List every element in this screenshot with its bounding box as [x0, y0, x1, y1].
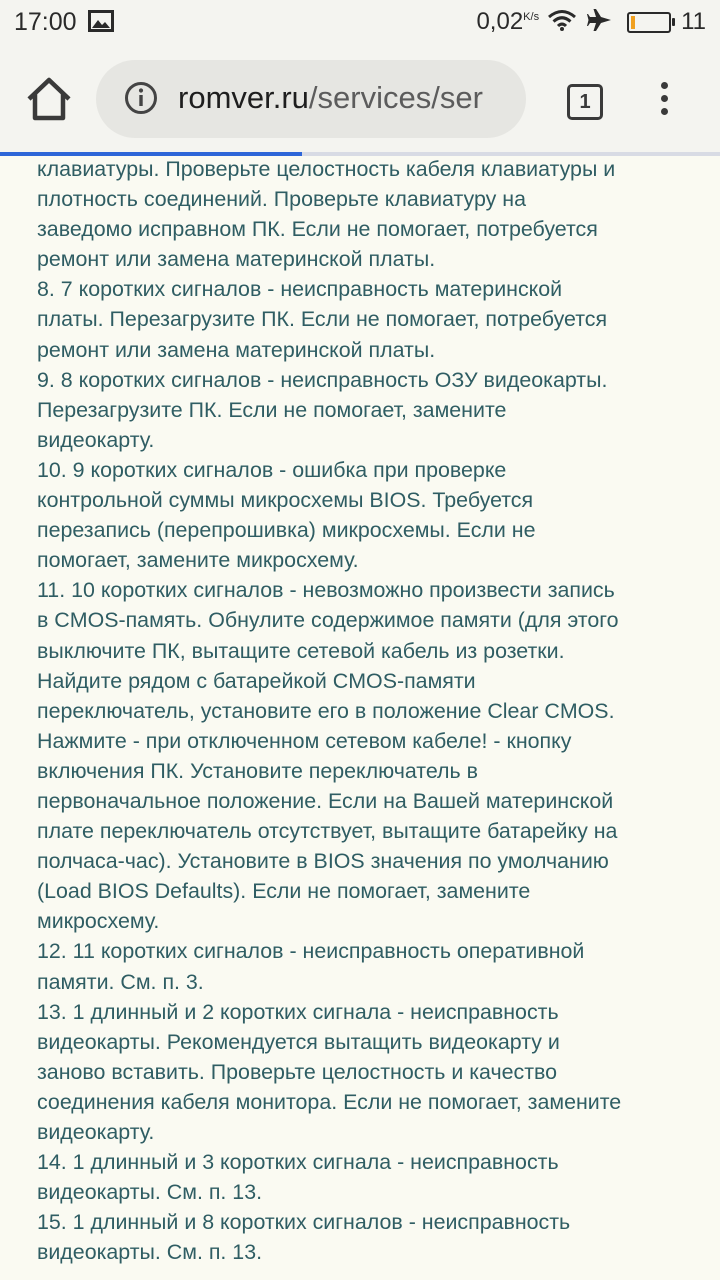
battery-level — [631, 16, 635, 29]
article-line: 13. 1 длинный и 2 коротких сигнала - неисправность — [37, 999, 559, 1024]
article-line: 9. 8 коротких сигналов - неисправность ОЗУ видеокарты. — [37, 367, 608, 392]
article-line: контрольной суммы микросхемы BIOS. Требуется — [37, 488, 534, 513]
image-icon — [88, 10, 114, 37]
more-menu-icon[interactable] — [652, 82, 676, 122]
article-text — [37, 154, 707, 1267]
article-line: помогает, замените микросхему. — [37, 548, 359, 573]
article-line: видеокарты. Рекомендуется вытащить видеокарту и — [37, 1029, 560, 1054]
article-line: включения ПК. Установите переключатель в — [37, 758, 478, 783]
article-line: плотность соединений. Проверьте клавиатуру на — [37, 187, 526, 212]
article-line: заведомо исправном ПК. Если не помогает, потребуется — [37, 217, 598, 242]
article-line: плате переключатель отсутствует, вытащите батарейку на — [37, 819, 618, 844]
url-domain: romver.ru — [178, 80, 309, 115]
status-bar — [0, 0, 720, 44]
url-path: /services/ser — [308, 80, 483, 115]
article-line: микросхему. — [37, 909, 160, 934]
article-line: ремонт или замена материнской платы. — [37, 337, 436, 362]
article-line: 14. 1 длинный и 3 коротких сигнала - неисправность — [37, 1150, 559, 1175]
article-line: Нажмите - при отключенном сетевом кабеле! - кнопку — [37, 728, 572, 753]
article-line: в CMOS-память. Обнулите содержимое памяти (для этого — [37, 608, 619, 633]
article-line: платы. Перезагрузите ПК. Если не помогает, потребуется — [37, 307, 608, 332]
article-line: заново вставить. Проверьте целостность и качество — [37, 1059, 558, 1084]
wifi-icon — [547, 9, 577, 36]
battery-icon — [627, 12, 671, 33]
article-line: соединения кабеля монитора. Если не помогает, замените — [37, 1089, 622, 1114]
article-line: видеокарты. См. п. 13. — [37, 1180, 263, 1205]
article-line: памяти. См. п. 3. — [37, 969, 204, 994]
home-button[interactable] — [24, 74, 74, 124]
airplane-icon — [587, 8, 613, 37]
article-line: 15. 1 длинный и 8 коротких сигналов - неисправность — [37, 1210, 571, 1235]
article-line: видеокарту. — [37, 427, 155, 452]
tabs-icon[interactable] — [567, 84, 603, 120]
home-icon — [24, 111, 74, 128]
article-line: выключите ПК, вытащите сетевой кабель из розетки. — [37, 638, 565, 663]
status-indicators — [476, 6, 706, 38]
article-line: полчаса-час). Установите в BIOS значения по умолчанию — [37, 849, 609, 874]
article-line: перезапись (перепрошивка) микросхемы. Если не — [37, 518, 536, 543]
article-line: клавиатуры. Проверьте целостность кабеля клавиатуры и — [37, 157, 616, 181]
article-line: 12. 11 коротких сигналов - неисправность оперативной — [37, 939, 585, 964]
browser-toolbar — [0, 44, 720, 152]
article-line: Перезагрузите ПК. Если не помогает, замените — [37, 397, 507, 422]
info-icon[interactable] — [124, 81, 158, 120]
article-line: 8. 7 коротких сигналов - неисправность материнской — [37, 277, 563, 302]
article-line: видеокарты. См. п. 13. — [37, 1240, 263, 1265]
article-line: 11. 10 коротких сигналов - невозможно произвести запись — [37, 578, 615, 603]
url-bar[interactable] — [96, 60, 526, 138]
article-line: ремонт или замена материнской платы. — [37, 247, 436, 272]
battery-percent: 11 — [681, 8, 706, 35]
url-text — [178, 80, 518, 116]
tab-count: 1 — [579, 91, 591, 113]
clock: 17:00 — [14, 8, 77, 36]
article-line: (Load BIOS Defaults). Если не помогает, замените — [37, 879, 531, 904]
article-line: Найдите рядом с батарейкой CMOS-памяти — [37, 668, 476, 693]
article-line: переключатель, установите его в положение Clear CMOS. — [37, 698, 615, 723]
article-line: видеокарту. — [37, 1120, 155, 1144]
article-line: 10. 9 коротких сигналов - ошибка при проверке — [37, 457, 507, 482]
network-speed: $0,02^{K/s}$ — [476, 8, 540, 35]
article-line: первоначальное положение. Если на Вашей материнской — [37, 788, 614, 813]
